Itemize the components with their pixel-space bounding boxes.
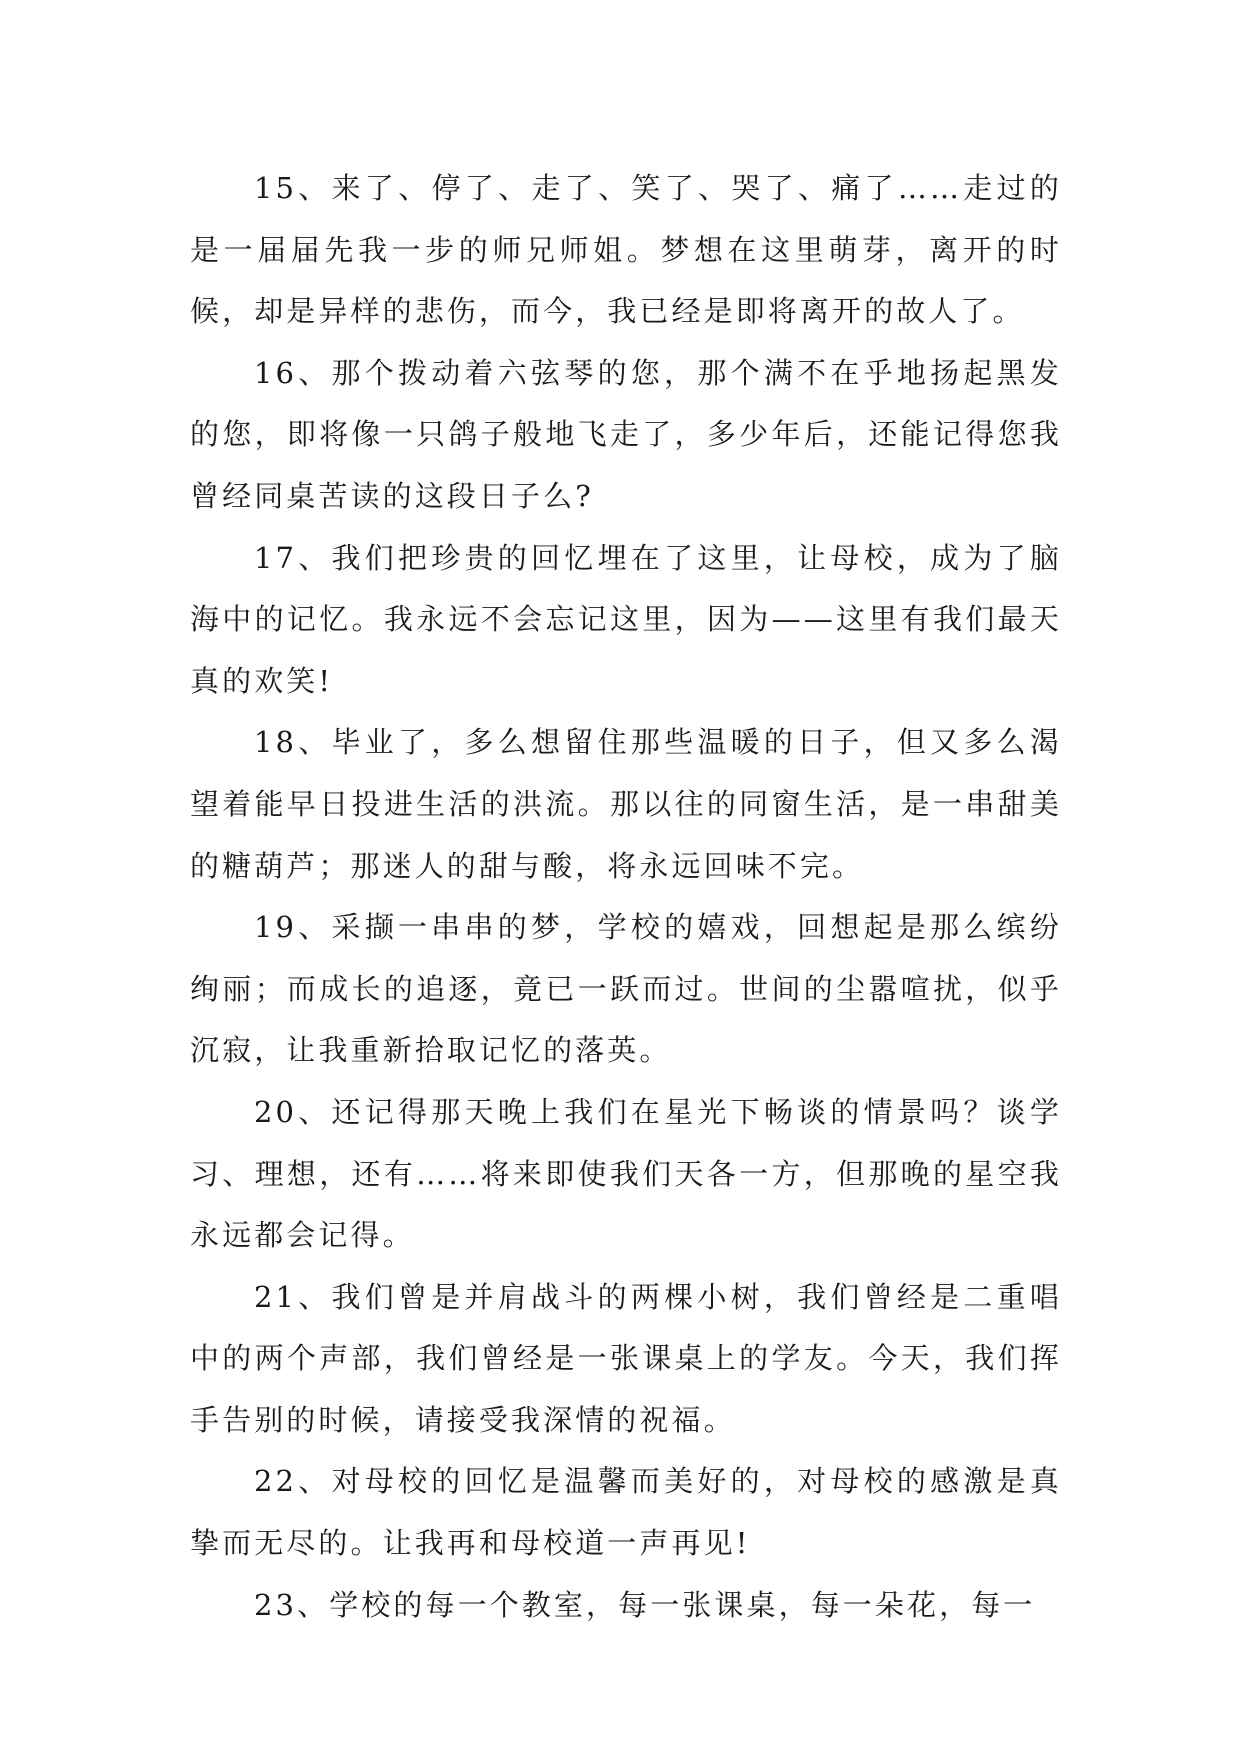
paragraph-17: 17、我们把珍贵的回忆埋在了这里，让母校，成为了脑海中的记忆。我永远不会忘记这里，因为——这里有我们最天真的欢笑!	[190, 540, 1062, 698]
paragraph-23: 23、学校的每一个教室，每一张课桌，每一朵花，每一	[254, 1587, 1036, 1622]
paragraph-18: 18、毕业了，多么想留住那些温暖的日子，但又多么渴望着能早日投进生活的洪流。那以往的同窗生活，是一串甜美的糖葫芦；那迷人的甜与酸，将永远回味不完。	[190, 725, 1062, 883]
document-body	[190, 158, 1062, 1636]
paragraph-19: 19、采撷一串串的梦，学校的嬉戏，回想起是那么缤纷绚丽；而成长的追逐，竟已一跃而过。世间的尘嚣喧扰，似乎沉寂，让我重新拾取记忆的落英。	[190, 910, 1062, 1068]
paragraph-22: 22、对母校的回忆是温馨而美好的，对母校的感激是真挚而无尽的。让我再和母校道一声再见!	[190, 1464, 1062, 1561]
paragraph-15: 15、来了、停了、走了、笑了、哭了、痛了……走过的是一届届先我一步的师兄师姐。梦想在这里萌芽，离开的时候，却是异样的悲伤，而今，我已经是即将离开的故人了。	[190, 171, 1062, 329]
paragraph-21: 21、我们曾是并肩战斗的两棵小树，我们曾经是二重唱中的两个声部，我们曾经是一张课桌上的学友。今天，我们挥手告别的时候，请接受我深情的祝福。	[190, 1279, 1062, 1437]
paragraph-16: 16、那个拨动着六弦琴的您，那个满不在乎地扬起黑发的您，即将像一只鸽子般地飞走了，多少年后，还能记得您我曾经同桌苦读的这段日子么?	[190, 355, 1062, 513]
paragraph-20: 20、还记得那天晚上我们在星光下畅谈的情景吗？谈学习、理想，还有……将来即使我们天各一方，但那晚的星空我永远都会记得。	[190, 1094, 1062, 1253]
